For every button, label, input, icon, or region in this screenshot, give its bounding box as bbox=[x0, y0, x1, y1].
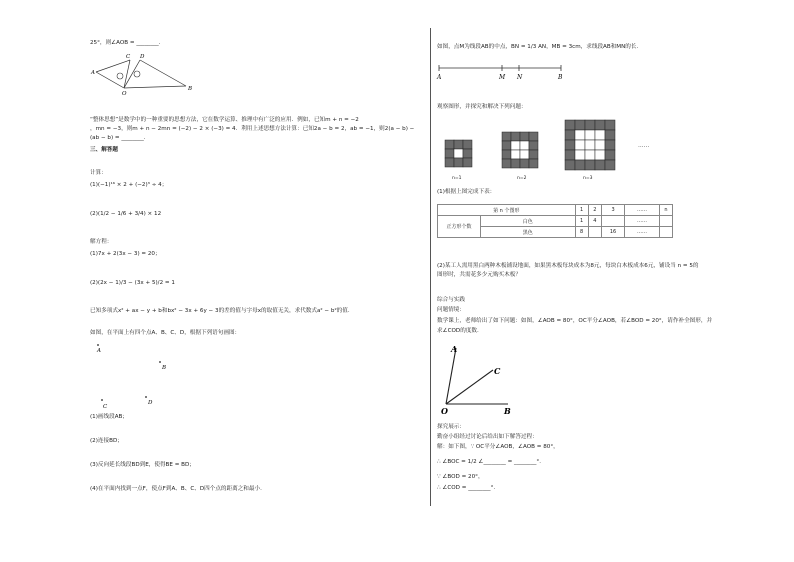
black-square bbox=[502, 132, 511, 141]
white-square bbox=[585, 150, 595, 160]
calc-item-2: (2)(1/2 − 1/6 + 3/4) × 12 bbox=[90, 211, 162, 217]
overall-idea-line1: “整体思想”是数学中的一种重要的思想方法，它在数学运算、推理中有广泛的应用．例如，已知m + n = −2 bbox=[90, 117, 359, 123]
problem-situation-title: 问题情境： bbox=[437, 307, 465, 313]
table-cell bbox=[659, 227, 672, 238]
black-square bbox=[605, 160, 615, 170]
black-square bbox=[445, 158, 454, 167]
black-square bbox=[605, 120, 615, 130]
solution-line1: 解：如下图，∵ OC平分∠AOB，∠AOB = 80°， bbox=[437, 444, 559, 450]
point-B: B bbox=[162, 365, 167, 371]
explore-title: 探究展示： bbox=[437, 424, 465, 430]
black-square bbox=[565, 130, 575, 140]
label-D: D bbox=[140, 54, 145, 60]
angle-bisector-figure bbox=[437, 340, 527, 420]
solution-line4: ∴ ∠COD = ________°. bbox=[437, 485, 496, 491]
label-C: C bbox=[126, 54, 131, 60]
white-square bbox=[575, 130, 585, 140]
black-square bbox=[502, 141, 511, 150]
table-cell: n bbox=[659, 205, 672, 216]
segment-figure bbox=[437, 60, 567, 82]
angle-label-O: O bbox=[441, 406, 448, 416]
black-square bbox=[520, 132, 529, 141]
table-cell bbox=[601, 216, 624, 227]
synthesis-heading: 综合与实践 bbox=[437, 297, 465, 303]
square-count-table bbox=[437, 204, 673, 238]
observe-text: 观察图形，并探究和解决下列问题： bbox=[437, 104, 527, 110]
triangle-angle-figure bbox=[90, 50, 200, 100]
black-square bbox=[502, 159, 511, 168]
black-square bbox=[565, 120, 575, 130]
black-square bbox=[502, 150, 511, 159]
draw-step-4: (4)在平面内找到一点F，使点F到A、B、C、D四个点的距离之和最小. bbox=[90, 486, 262, 492]
pattern-label-3: n=3 bbox=[583, 176, 593, 181]
white-square bbox=[511, 141, 520, 150]
black-square bbox=[575, 120, 585, 130]
table-cell: …… bbox=[625, 205, 660, 216]
black-square bbox=[529, 141, 538, 150]
equation-2: (2)(2x − 1)/3 − (3x + 5)/2 = 1 bbox=[90, 280, 175, 286]
black-square bbox=[585, 120, 595, 130]
problem-line1: 数学课上，老师给出了如下问题：如图，∠AOB = 80°，OC平分∠AOB，若∠BOD = 20°，请作补全图形，并 bbox=[437, 318, 713, 324]
table-cell: 16 bbox=[601, 227, 624, 238]
table-cell bbox=[659, 216, 672, 227]
black-square bbox=[529, 159, 538, 168]
draw-step-1: (1)画线段AB； bbox=[90, 414, 128, 420]
white-square bbox=[575, 150, 585, 160]
table-cell: 4 bbox=[588, 216, 601, 227]
black-square bbox=[511, 132, 520, 141]
white-square bbox=[520, 150, 529, 159]
black-square bbox=[565, 150, 575, 160]
seg-label-B: B bbox=[558, 74, 563, 81]
black-square bbox=[445, 140, 454, 149]
black-square bbox=[454, 158, 463, 167]
black-square bbox=[605, 150, 615, 160]
white-square bbox=[595, 130, 605, 140]
point-D: D bbox=[148, 400, 153, 406]
angle-label-A: A bbox=[451, 344, 458, 354]
calc-item-1: (1)(−1)¹⁶ × 2 + (−2)³ ÷ 4； bbox=[90, 182, 168, 188]
solution-line3: ∵ ∠BOD = 20°， bbox=[437, 474, 484, 480]
black-square bbox=[565, 160, 575, 170]
explore-intro: 勤奋小组经过讨论后给出如下解答过程： bbox=[437, 434, 538, 440]
seg-label-N: N bbox=[517, 74, 523, 81]
seg-label-A: A bbox=[437, 74, 442, 81]
black-square bbox=[605, 130, 615, 140]
label-A: A bbox=[91, 70, 95, 76]
black-square bbox=[520, 159, 529, 168]
white-square bbox=[575, 140, 585, 150]
segment-problem: 如图，点M为线段AB的中点，BN = 1/3 AN，MB = 3cm，求线段AB和MN的长. bbox=[437, 44, 639, 50]
table-black-label: 黑色 bbox=[481, 227, 576, 238]
cost-question-line2: 图形时，共需花多少元购买木板？ bbox=[437, 272, 521, 278]
table-white-label: 白色 bbox=[481, 216, 576, 227]
table-cell: 1 bbox=[575, 216, 588, 227]
black-square bbox=[575, 160, 585, 170]
solution-line2: ∴ ∠BOC = 1/2 ∠________ = ________°. bbox=[437, 459, 542, 465]
draw-step-3: (3)反向延长线段BD到E，使得BE = BD； bbox=[90, 462, 195, 468]
calc-title: 计算： bbox=[90, 170, 107, 176]
pattern-ellipsis: …… bbox=[638, 143, 650, 149]
black-square bbox=[511, 159, 520, 168]
white-square bbox=[511, 150, 520, 159]
polynomial-question: 已知多项式x² + ax − y + b和bx² − 3x + 6y − 3的差的值与字母x的取值无关，求代数式a² − b²的值. bbox=[90, 308, 350, 314]
white-square bbox=[595, 150, 605, 160]
white-square bbox=[454, 149, 463, 158]
table-cell bbox=[588, 227, 601, 238]
table-cell: 8 bbox=[575, 227, 588, 238]
table-cell: …… bbox=[625, 227, 660, 238]
table-row bbox=[438, 205, 673, 216]
cost-question-line1: (2)某工人需用黑白两种木板铺设地面，如果黑木板每块成本为8元，每块白木板成本6元，铺设当 n = 5的 bbox=[437, 263, 699, 269]
table-cell: 3 bbox=[601, 205, 624, 216]
black-square bbox=[445, 149, 454, 158]
label-B: B bbox=[188, 86, 193, 92]
white-square bbox=[595, 140, 605, 150]
table-header-label: 第 n 个图形 bbox=[438, 205, 576, 216]
black-square bbox=[463, 149, 472, 158]
white-square bbox=[585, 130, 595, 140]
black-square bbox=[529, 150, 538, 159]
draw-step-2: (2)连接BD； bbox=[90, 438, 123, 444]
pattern-label-2: n=2 bbox=[517, 176, 527, 181]
point-A: A bbox=[97, 348, 101, 354]
four-points-figure bbox=[90, 340, 170, 410]
table-title: (1)根据上图完成下表： bbox=[437, 189, 496, 195]
point-C: C bbox=[103, 404, 108, 410]
seg-label-M: M bbox=[499, 74, 506, 81]
equation-1: (1)7x + 2(3x − 3) = 20； bbox=[90, 251, 161, 257]
black-square bbox=[585, 160, 595, 170]
table-cell: 1 bbox=[575, 205, 588, 216]
black-square bbox=[595, 120, 605, 130]
table-row bbox=[438, 216, 673, 227]
section-heading: 三、解答题 bbox=[90, 147, 118, 153]
black-square bbox=[463, 158, 472, 167]
black-square bbox=[595, 160, 605, 170]
overall-idea-line2: ，mn = −3，则m + n − 2mn = (−2) − 2 × (−3) = 4．利用上述思想方法计算：已知2a − b = 2，ab = −1，则2(a − b) − bbox=[90, 126, 415, 132]
black-square bbox=[454, 140, 463, 149]
pattern-label-1: n=1 bbox=[452, 176, 462, 181]
table-group-label: 正方形个数 bbox=[438, 216, 481, 238]
solve-title: 解方程： bbox=[90, 239, 113, 245]
label-O: O bbox=[122, 91, 127, 97]
angle-label-B: B bbox=[504, 406, 511, 416]
angle-question-text: 25°，则∠AOB = ________. bbox=[90, 40, 161, 46]
black-square bbox=[463, 140, 472, 149]
column-divider bbox=[430, 28, 431, 506]
problem-line2: 求∠COD的度数. bbox=[437, 328, 479, 334]
points-intro: 如图，在平面上有四个点A、B、C、D，根据下列语句画图： bbox=[90, 330, 241, 336]
table-cell: …… bbox=[625, 216, 660, 227]
black-square bbox=[565, 140, 575, 150]
angle-label-C: C bbox=[494, 366, 501, 376]
black-square bbox=[529, 132, 538, 141]
square-patterns-figure bbox=[440, 118, 660, 186]
overall-idea-line3: (ab − b) = ________. bbox=[90, 135, 146, 141]
white-square bbox=[585, 140, 595, 150]
black-square bbox=[605, 140, 615, 150]
table-cell: 2 bbox=[588, 205, 601, 216]
white-square bbox=[520, 141, 529, 150]
